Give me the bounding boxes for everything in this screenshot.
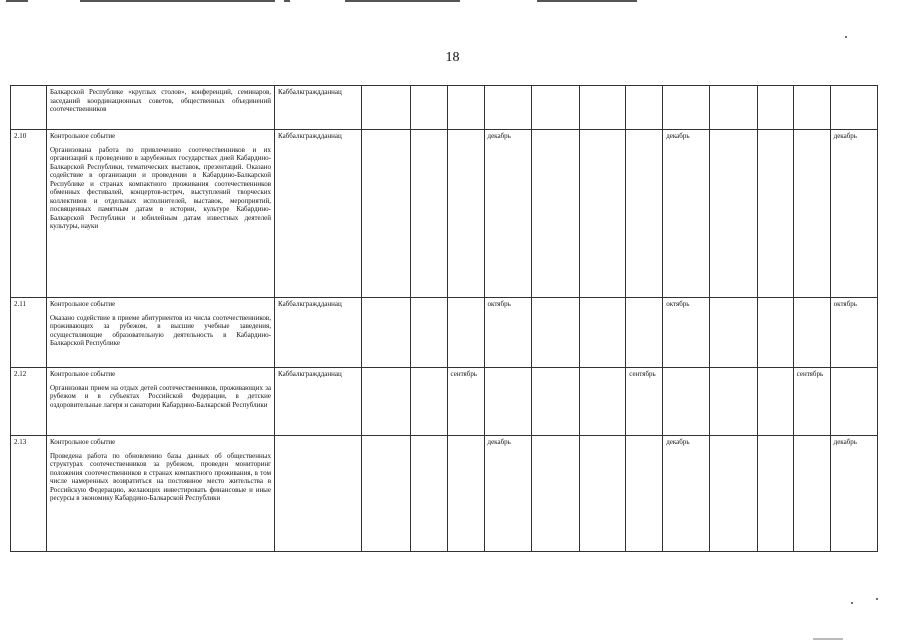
table-row	[11, 436, 878, 552]
month-cell	[663, 368, 710, 436]
scan-line	[345, 0, 460, 2]
month-cell	[362, 368, 410, 436]
event-description-cell	[46, 436, 274, 552]
month-cell	[410, 436, 447, 552]
month-cell: сентябрь	[626, 368, 663, 436]
month-cell	[410, 130, 447, 298]
event-description: Проведена работа по обновлению базы данных об общественных структурах соотечественников за рубежом, проведен мониторинг положения соотечественников в странах компактного проживания, в том числе намеренных возвратиться на постоянное место жительства в Российскую Федерацию, желающих инвестировать финансовые и иные ресурсы в экономику Кабардино-Балкарской Республики	[49, 451, 271, 503]
month-cell	[410, 86, 447, 130]
control-event-label: Контрольное событие	[49, 300, 116, 308]
month-cell: декабрь	[830, 130, 877, 298]
month-cell	[484, 368, 531, 436]
month-cell	[362, 298, 410, 368]
month-cell	[793, 436, 830, 552]
executor-cell	[275, 436, 362, 552]
month-cell	[626, 298, 663, 368]
event-description: Оказано содействие в приеме абитуриентов из числа соотечественников, проживающих за рубежом, в высшие учебные заведения, осуществляющие образовательную деятельность в Кабардино-Балкарской Республике	[49, 313, 271, 348]
month-cell	[580, 86, 626, 130]
event-description-cell	[46, 298, 274, 368]
month-cell: сентябрь	[447, 368, 484, 436]
month-cell: октябрь	[663, 298, 710, 368]
event-description-cell	[46, 130, 274, 298]
month-cell	[580, 130, 626, 298]
scan-line	[537, 0, 637, 2]
plan-table	[10, 85, 878, 552]
table-row	[11, 368, 878, 436]
scan-line	[6, 0, 28, 2]
executor-cell: Каббалкграждданнац	[275, 298, 362, 368]
month-cell	[757, 436, 793, 552]
executor-cell: Каббалкграждданнац	[275, 86, 362, 130]
month-cell	[447, 436, 484, 552]
month-cell	[362, 86, 410, 130]
month-cell	[626, 86, 663, 130]
month-cell: декабрь	[484, 130, 531, 298]
month-cell: октябрь	[830, 298, 877, 368]
month-cell	[626, 436, 663, 552]
event-description-cell	[46, 86, 274, 130]
month-cell	[710, 130, 757, 298]
month-cell	[626, 130, 663, 298]
month-cell	[447, 130, 484, 298]
month-cell: декабрь	[663, 436, 710, 552]
month-cell	[793, 130, 830, 298]
month-cell	[580, 298, 626, 368]
month-cell	[580, 436, 626, 552]
control-event-label: Контрольное событие	[49, 132, 116, 140]
month-cell	[531, 130, 579, 298]
executor-cell: Каббалкграждданнац	[275, 368, 362, 436]
month-cell	[757, 368, 793, 436]
month-cell	[362, 130, 410, 298]
month-cell	[580, 368, 626, 436]
month-cell: октябрь	[484, 298, 531, 368]
month-cell	[484, 86, 531, 130]
month-cell	[531, 368, 579, 436]
row-number: 2.12	[11, 368, 47, 436]
month-cell	[793, 298, 830, 368]
row-number: 2.10	[11, 130, 47, 298]
month-cell: сентябрь	[793, 368, 830, 436]
month-cell	[830, 368, 877, 436]
month-cell	[362, 436, 410, 552]
page-number: 18	[445, 50, 460, 65]
table-row	[11, 130, 878, 298]
scan-speck	[851, 602, 853, 604]
row-number: 2.11	[11, 298, 47, 368]
month-cell	[447, 86, 484, 130]
month-cell	[757, 130, 793, 298]
event-description: Балкарской Республике «круглых столов», конференций, семинаров, заседаний координационных советов, общественных объединений соотечественников	[49, 88, 271, 114]
executor-cell: Каббалкграждданнац	[275, 130, 362, 298]
month-cell	[531, 436, 579, 552]
table-row	[11, 298, 878, 368]
month-cell	[710, 86, 757, 130]
month-cell	[710, 436, 757, 552]
month-cell: декабрь	[830, 436, 877, 552]
month-cell	[663, 86, 710, 130]
month-cell	[793, 86, 830, 130]
month-cell	[531, 298, 579, 368]
month-cell	[531, 86, 579, 130]
scan-speck	[876, 598, 878, 600]
control-event-label: Контрольное событие	[49, 370, 116, 378]
control-event-label: Контрольное событие	[49, 438, 116, 446]
scan-line	[284, 0, 290, 2]
month-cell	[410, 368, 447, 436]
month-cell: декабрь	[663, 130, 710, 298]
event-description-cell	[46, 368, 274, 436]
scan-speck	[845, 36, 847, 38]
month-cell	[830, 86, 877, 130]
event-description: Организована работа по привлечению соотечественников и их организаций к проведению в зарубежных государствах дней Кабардино-Балкарской Республики, тематических выставок, презентаций. Оказано содействие в организации и проведении в Кабардино-Балкарской Республике и странах компактного проживания соотечественников обменных фестивалей, концертов-встреч, выступлений творческих коллективов и отдельных исполнителей, выставок, мероприятий, посвященных памятным датам в истории, культуре Кабардино-Балкарской Республики и юбилейным датам известных деятелей культуры, науки	[49, 145, 271, 231]
table-row	[11, 86, 878, 130]
month-cell	[447, 298, 484, 368]
row-number	[11, 86, 47, 130]
row-number: 2.13	[11, 436, 47, 552]
month-cell	[710, 298, 757, 368]
month-cell	[710, 368, 757, 436]
month-cell	[757, 86, 793, 130]
month-cell: декабрь	[484, 436, 531, 552]
event-description: Организован прием на отдых детей соотечественников, проживающих за рубежом и в субъектах Российской Федерации, в детские оздоровительные лагеря и санатории Кабардино-Балкарской Республики	[49, 383, 271, 409]
scan-line	[80, 0, 275, 2]
month-cell	[757, 298, 793, 368]
month-cell	[410, 298, 447, 368]
